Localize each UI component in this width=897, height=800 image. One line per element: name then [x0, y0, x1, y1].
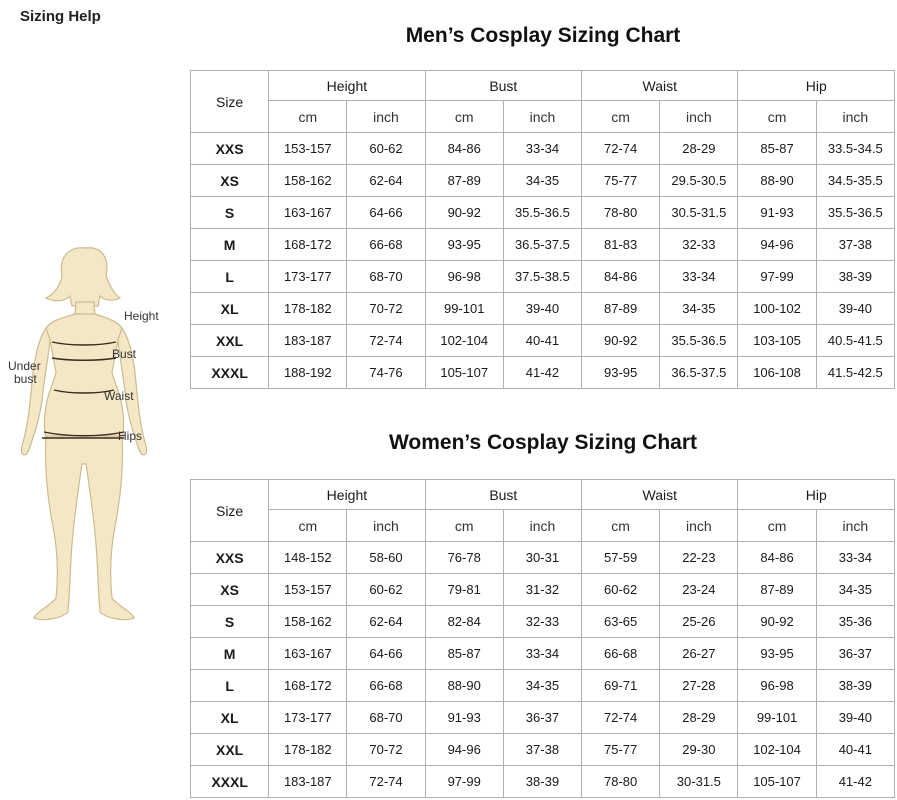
measurement-cell: 34-35	[817, 574, 894, 605]
size-label-cell: XXL	[191, 325, 268, 356]
measurement-cell: 188-192	[269, 357, 346, 388]
measurement-cell: 91-93	[426, 702, 503, 733]
hip-group-header: Hip	[738, 480, 894, 509]
measurement-cell: 62-64	[347, 165, 424, 196]
unit-header: cm	[582, 101, 659, 132]
measurement-cell: 63-65	[582, 606, 659, 637]
measurement-cell: 41-42	[504, 357, 581, 388]
bust-group-header: Bust	[426, 480, 581, 509]
measurement-cell: 34-35	[504, 670, 581, 701]
table-row	[191, 766, 894, 797]
figure-underbust-label-line1: Under	[8, 359, 41, 373]
measurement-cell: 39-40	[817, 702, 894, 733]
measurement-cell: 94-96	[738, 229, 815, 260]
measurement-cell: 72-74	[347, 325, 424, 356]
size-label-cell: M	[191, 229, 268, 260]
measurement-cell: 79-81	[426, 574, 503, 605]
measurement-cell: 99-101	[426, 293, 503, 324]
measurement-cell: 60-62	[582, 574, 659, 605]
measurement-cell: 88-90	[738, 165, 815, 196]
measurement-cell: 26-27	[660, 638, 737, 669]
measurement-cell: 93-95	[426, 229, 503, 260]
measurement-cell: 93-95	[738, 638, 815, 669]
waist-group-header: Waist	[582, 480, 737, 509]
measurement-cell: 25-26	[660, 606, 737, 637]
measurement-cell: 178-182	[269, 734, 346, 765]
measurement-cell: 87-89	[738, 574, 815, 605]
measurement-cell: 34-35	[660, 293, 737, 324]
measurement-cell: 36.5-37.5	[660, 357, 737, 388]
measurement-cell: 85-87	[738, 133, 815, 164]
unit-header: cm	[426, 101, 503, 132]
hip-group-header: Hip	[738, 71, 894, 100]
measurement-cell: 78-80	[582, 197, 659, 228]
measurement-cell: 39-40	[504, 293, 581, 324]
size-label-cell: L	[191, 261, 268, 292]
unit-header: cm	[738, 101, 815, 132]
measurement-cell: 58-60	[347, 542, 424, 573]
size-label-cell: XXL	[191, 734, 268, 765]
group-header-row	[191, 480, 894, 509]
measurement-cell: 38-39	[817, 261, 894, 292]
measurement-cell: 81-83	[582, 229, 659, 260]
measurement-cell: 183-187	[269, 325, 346, 356]
measurement-cell: 36.5-37.5	[504, 229, 581, 260]
measurement-cell: 158-162	[269, 165, 346, 196]
measurement-cell: 35.5-36.5	[660, 325, 737, 356]
men-table-body	[191, 133, 894, 388]
measurement-cell: 36-37	[817, 638, 894, 669]
table-row	[191, 734, 894, 765]
measurement-cell: 94-96	[426, 734, 503, 765]
unit-header: cm	[269, 510, 346, 541]
measurement-cell: 66-68	[582, 638, 659, 669]
measurement-cell: 38-39	[504, 766, 581, 797]
figure-height-label: Height	[124, 309, 159, 323]
unit-header: inch	[817, 510, 894, 541]
men-size-table	[190, 70, 895, 389]
women-chart-title: Women’s Cosplay Sizing Chart	[388, 431, 698, 454]
body-measurement-figure	[0, 240, 190, 640]
measurement-cell: 64-66	[347, 638, 424, 669]
figure-hips-label: Hips	[118, 429, 143, 443]
measurement-cell: 148-152	[269, 542, 346, 573]
figure-bust-label: Bust	[112, 347, 137, 361]
table-row	[191, 638, 894, 669]
size-label-cell: XXXL	[191, 766, 268, 797]
measurement-cell: 106-108	[738, 357, 815, 388]
women-size-table	[190, 479, 895, 798]
measurement-cell: 35-36	[817, 606, 894, 637]
measurement-cell: 40-41	[817, 734, 894, 765]
measurement-cell: 168-172	[269, 670, 346, 701]
measurement-cell: 87-89	[582, 293, 659, 324]
measurement-cell: 39-40	[817, 293, 894, 324]
group-header-row	[191, 71, 894, 100]
bust-group-header: Bust	[426, 71, 581, 100]
unit-header: inch	[504, 510, 581, 541]
measurement-cell: 163-167	[269, 197, 346, 228]
measurement-cell: 105-107	[426, 357, 503, 388]
measurement-cell: 60-62	[347, 574, 424, 605]
measurement-cell: 40-41	[504, 325, 581, 356]
sizing-help-title: Sizing Help	[20, 8, 101, 25]
measurement-cell: 84-86	[426, 133, 503, 164]
measurement-cell: 87-89	[426, 165, 503, 196]
unit-header: cm	[582, 510, 659, 541]
measurement-cell: 30-31	[504, 542, 581, 573]
table-row	[191, 357, 894, 388]
size-label-cell: XXXL	[191, 357, 268, 388]
unit-header: cm	[738, 510, 815, 541]
unit-header-row	[191, 510, 894, 541]
measurement-cell: 163-167	[269, 638, 346, 669]
measurement-cell: 153-157	[269, 133, 346, 164]
measurement-cell: 33-34	[504, 638, 581, 669]
figure-waist-label: Waist	[104, 389, 134, 403]
measurement-cell: 78-80	[582, 766, 659, 797]
measurement-cell: 66-68	[347, 229, 424, 260]
measurement-cell: 76-78	[426, 542, 503, 573]
unit-header: cm	[426, 510, 503, 541]
size-label-cell: XS	[191, 574, 268, 605]
table-row	[191, 606, 894, 637]
size-label-cell: L	[191, 670, 268, 701]
men-chart-title: Men’s Cosplay Sizing Chart	[405, 24, 681, 47]
figure-underbust-label-line2: bust	[14, 372, 37, 386]
women-table-body	[191, 542, 894, 797]
unit-header: inch	[817, 101, 894, 132]
measurement-cell: 158-162	[269, 606, 346, 637]
measurement-cell: 31-32	[504, 574, 581, 605]
measurement-cell: 88-90	[426, 670, 503, 701]
measurement-cell: 35.5-36.5	[817, 197, 894, 228]
table-row	[191, 133, 894, 164]
measurement-cell: 29-30	[660, 734, 737, 765]
measurement-cell: 84-86	[738, 542, 815, 573]
measurement-cell: 68-70	[347, 702, 424, 733]
table-row	[191, 542, 894, 573]
measurement-cell: 37-38	[504, 734, 581, 765]
measurement-cell: 70-72	[347, 734, 424, 765]
unit-header: inch	[347, 101, 424, 132]
size-label-cell: XL	[191, 293, 268, 324]
measurement-cell: 62-64	[347, 606, 424, 637]
measurement-cell: 37.5-38.5	[504, 261, 581, 292]
size-label-cell: XXS	[191, 133, 268, 164]
size-label-cell: S	[191, 606, 268, 637]
height-group-header: Height	[269, 71, 424, 100]
measurement-cell: 23-24	[660, 574, 737, 605]
measurement-cell: 75-77	[582, 734, 659, 765]
measurement-cell: 105-107	[738, 766, 815, 797]
measurement-cell: 153-157	[269, 574, 346, 605]
size-label-cell: XS	[191, 165, 268, 196]
measurement-cell: 178-182	[269, 293, 346, 324]
measurement-cell: 35.5-36.5	[504, 197, 581, 228]
size-label-cell: S	[191, 197, 268, 228]
measurement-cell: 173-177	[269, 702, 346, 733]
measurement-cell: 90-92	[426, 197, 503, 228]
measurement-cell: 96-98	[738, 670, 815, 701]
measurement-cell: 33-34	[817, 542, 894, 573]
measurement-cell: 66-68	[347, 670, 424, 701]
table-row	[191, 702, 894, 733]
unit-header: cm	[269, 101, 346, 132]
measurement-cell: 90-92	[738, 606, 815, 637]
measurement-cell: 68-70	[347, 261, 424, 292]
measurement-cell: 28-29	[660, 702, 737, 733]
measurement-cell: 34-35	[504, 165, 581, 196]
measurement-cell: 30-31.5	[660, 766, 737, 797]
measurement-cell: 40.5-41.5	[817, 325, 894, 356]
table-row	[191, 670, 894, 701]
table-row	[191, 165, 894, 196]
size-label-cell: XL	[191, 702, 268, 733]
table-row	[191, 293, 894, 324]
measurement-cell: 100-102	[738, 293, 815, 324]
size-label-cell: M	[191, 638, 268, 669]
measurement-cell: 33.5-34.5	[817, 133, 894, 164]
measurement-cell: 27-28	[660, 670, 737, 701]
measurement-cell: 75-77	[582, 165, 659, 196]
measurement-cell: 90-92	[582, 325, 659, 356]
measurement-cell: 28-29	[660, 133, 737, 164]
measurement-cell: 37-38	[817, 229, 894, 260]
measurement-cell: 82-84	[426, 606, 503, 637]
table-row	[191, 229, 894, 260]
measurement-cell: 183-187	[269, 766, 346, 797]
table-row	[191, 325, 894, 356]
body-silhouette-icon	[0, 240, 190, 640]
measurement-cell: 85-87	[426, 638, 503, 669]
measurement-cell: 72-74	[582, 133, 659, 164]
waist-group-header: Waist	[582, 71, 737, 100]
height-group-header: Height	[269, 480, 424, 509]
unit-header: inch	[660, 101, 737, 132]
measurement-cell: 173-177	[269, 261, 346, 292]
measurement-cell: 96-98	[426, 261, 503, 292]
table-row	[191, 574, 894, 605]
measurement-cell: 57-59	[582, 542, 659, 573]
measurement-cell: 60-62	[347, 133, 424, 164]
measurement-cell: 69-71	[582, 670, 659, 701]
measurement-cell: 74-76	[347, 357, 424, 388]
measurement-cell: 41.5-42.5	[817, 357, 894, 388]
table-row	[191, 261, 894, 292]
measurement-cell: 29.5-30.5	[660, 165, 737, 196]
measurement-cell: 168-172	[269, 229, 346, 260]
unit-header: inch	[504, 101, 581, 132]
measurement-cell: 64-66	[347, 197, 424, 228]
measurement-cell: 33-34	[660, 261, 737, 292]
measurement-cell: 72-74	[347, 766, 424, 797]
measurement-cell: 84-86	[582, 261, 659, 292]
measurement-cell: 22-23	[660, 542, 737, 573]
measurement-cell: 32-33	[504, 606, 581, 637]
unit-header: inch	[660, 510, 737, 541]
measurement-cell: 33-34	[504, 133, 581, 164]
measurement-cell: 99-101	[738, 702, 815, 733]
measurement-cell: 30.5-31.5	[660, 197, 737, 228]
measurement-cell: 34.5-35.5	[817, 165, 894, 196]
measurement-cell: 97-99	[426, 766, 503, 797]
table-row	[191, 197, 894, 228]
measurement-cell: 38-39	[817, 670, 894, 701]
measurement-cell: 91-93	[738, 197, 815, 228]
measurement-cell: 97-99	[738, 261, 815, 292]
measurement-cell: 102-104	[738, 734, 815, 765]
measurement-cell: 70-72	[347, 293, 424, 324]
measurement-cell: 32-33	[660, 229, 737, 260]
size-column-header: Size	[191, 480, 268, 541]
unit-header-row	[191, 101, 894, 132]
measurement-cell: 36-37	[504, 702, 581, 733]
measurement-cell: 93-95	[582, 357, 659, 388]
size-column-header: Size	[191, 71, 268, 132]
measurement-cell: 102-104	[426, 325, 503, 356]
size-label-cell: XXS	[191, 542, 268, 573]
measurement-cell: 103-105	[738, 325, 815, 356]
measurement-cell: 41-42	[817, 766, 894, 797]
unit-header: inch	[347, 510, 424, 541]
measurement-cell: 72-74	[582, 702, 659, 733]
